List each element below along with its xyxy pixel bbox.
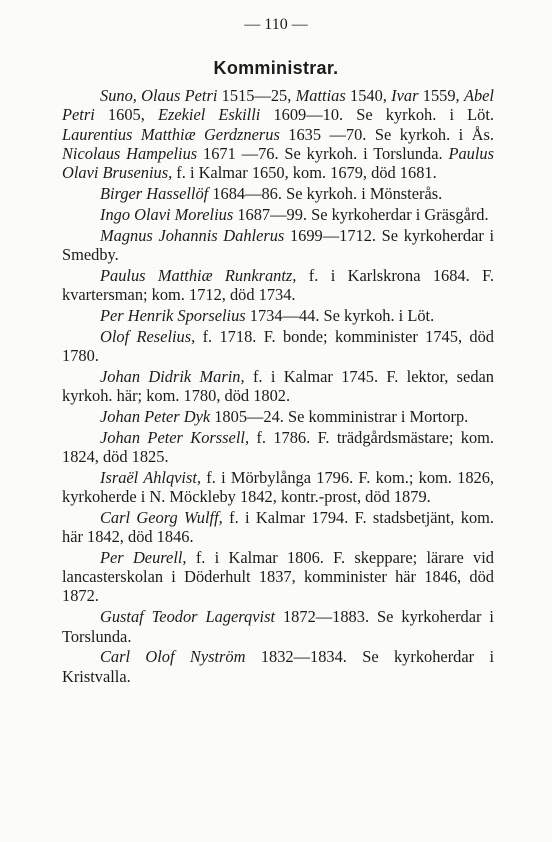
clergy-name: Paulus Olavi Brusenius, <box>62 143 494 183</box>
entry-paragraph <box>62 548 494 606</box>
clergy-name: Israël Ahlqvist, <box>100 467 202 487</box>
clergy-name: Per Henrik Sporselius <box>100 305 246 325</box>
entry-text: 1684—86. Se kyrkoh. i Mönsterås. <box>208 183 443 203</box>
entry-text: f. i Kalmar 1650, kom. 1679, död 1681. <box>172 163 437 183</box>
entry-text: 1699—1712. Se kyrkoherdar i Smedby. <box>62 225 495 264</box>
entry-text: 1872—1883. Se kyrkoherdar i Torslunda. <box>62 607 494 646</box>
clergy-name: Abel Petri <box>62 86 494 125</box>
entry-text: 1515—25, <box>217 86 296 105</box>
page-number: — 110 — <box>244 16 308 33</box>
entry-text: 1832—1834. Se kyrkoherdar i Kristvalla. <box>62 647 494 686</box>
entry-paragraph <box>62 407 494 426</box>
entry-text: f. i Kalmar 1794. F. stadsbetjänt, kom. här 1842, död 1846. <box>62 507 494 547</box>
entry-text: 1635 —70. Se kyrkoh. i Ås. <box>279 124 494 144</box>
entry-text: 1687—99. Se kyrkoherdar i Gräsgård. <box>233 204 489 224</box>
clergy-name: Magnus Johannis Dahlerus <box>100 225 285 245</box>
clergy-name: Per Deurell, <box>100 547 187 567</box>
clergy-name: Gustaf Teodor Lagerqvist <box>100 607 276 627</box>
entry-text: 1540, <box>345 86 392 105</box>
entry-paragraph <box>62 306 494 325</box>
clergy-name: Carl Olof Nyström <box>100 647 246 667</box>
entry-text: 1734—44. Se kyrkoh. i Löt. <box>245 305 435 325</box>
clergy-name: Ivar <box>391 86 419 105</box>
entry-list <box>62 86 494 686</box>
entry-paragraph <box>62 266 494 305</box>
clergy-name: Suno, Olaus Petri <box>100 86 218 105</box>
clergy-name: Nicolaus Hampelius <box>62 143 198 163</box>
clergy-name: Laurentius Matthiæ Gerdznerus <box>62 124 280 144</box>
entry-paragraph <box>62 226 494 265</box>
entry-paragraph <box>62 428 494 467</box>
entry-text: 1609—10. Se kyrkoh. i Löt. <box>260 105 495 125</box>
entry-text: 1559, <box>418 86 464 105</box>
entry-paragraph <box>62 205 494 224</box>
clergy-name: Ezekiel Eskilli <box>157 105 261 125</box>
clergy-name: Mattias <box>295 86 346 105</box>
clergy-name: Olof Reselius, <box>100 326 196 346</box>
entry-paragraph <box>62 508 494 547</box>
clergy-name: Johan Peter Dyk <box>100 406 211 426</box>
clergy-name: Ingo Olavi Morelius <box>100 204 234 224</box>
entry-text: 1805—24. Se komministrar i Mortorp. <box>210 406 469 426</box>
entry-text: f. i Kalmar 1745. F. lektor, sedan kyrkoh. här; kom. 1780, död 1802. <box>62 366 494 405</box>
entry-text: 1671 —76. Se kyrkoh. i Torslunda. <box>197 143 449 163</box>
entry-paragraph <box>62 607 494 646</box>
clergy-name: Paulus Matthiæ Runkrantz, <box>100 265 297 285</box>
entry-text: f. 1786. F. trädgårdsmästare; kom. 1824, död 1825. <box>62 427 494 466</box>
clergy-name: Johan Peter Korssell, <box>100 427 250 447</box>
clergy-name: Johan Didrik Marin, <box>100 366 245 386</box>
clergy-name: Birger Hassellöf <box>100 183 209 203</box>
section-heading: Komministrar. <box>213 58 339 78</box>
entry-text: f. i Mörbylånga 1796. F. kom.; kom. 1826, kyrkoherde i N. Möckleby 1842, kontr.-prost, död 1879. <box>62 467 494 506</box>
entry-text: f. i Kalmar 1806. F. skeppare; lärare vid lancasterskolan i Döderhult 1837, komminister här 1846, död 1872. <box>62 547 495 606</box>
entry-paragraph <box>62 86 494 182</box>
entry-paragraph <box>62 367 494 406</box>
entry-text: f. i Karlskrona 1684. F. kvartersman; kom. 1712, död 1734. <box>62 265 494 304</box>
clergy-name: Carl Georg Wulff, <box>100 507 223 527</box>
entry-paragraph <box>62 647 494 686</box>
entry-paragraph <box>62 184 494 203</box>
entry-text: f. 1718. F. bonde; komminister 1745, död 1780. <box>62 326 494 365</box>
entry-text: 1605, <box>94 105 158 125</box>
entry-paragraph <box>62 327 494 366</box>
entry-paragraph <box>62 468 494 507</box>
